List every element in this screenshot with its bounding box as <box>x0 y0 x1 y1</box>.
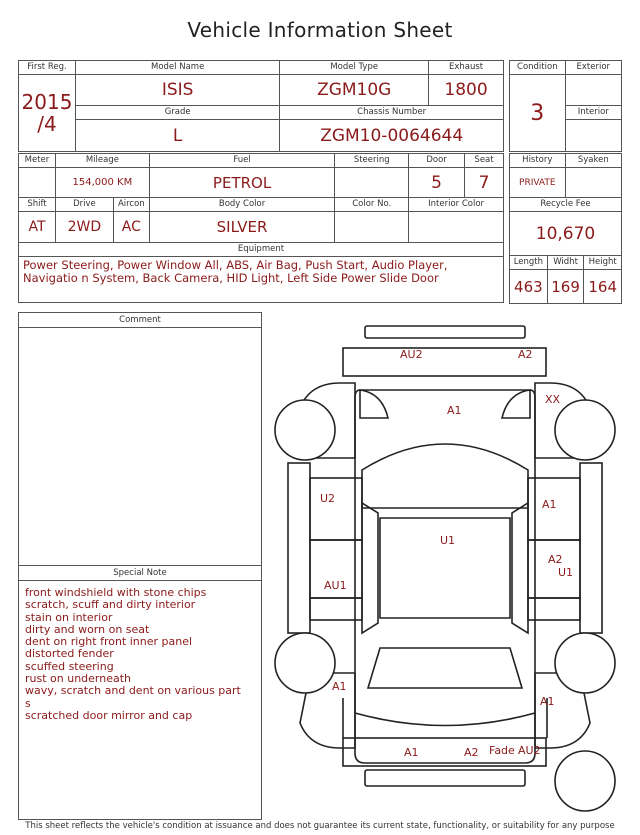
syaken-value <box>565 168 621 198</box>
width-label: Widht <box>547 256 584 270</box>
chassis-number-value: ZGM10-0064644 <box>280 120 504 152</box>
width-value: 169 <box>547 270 584 304</box>
drive-value: 2WD <box>55 212 113 242</box>
interior-label: Interior <box>565 106 621 120</box>
mark-right-rear-door-a2: A2 <box>548 553 563 566</box>
height-label: Height <box>584 256 622 270</box>
aircon-label: Aircon <box>113 198 149 212</box>
mark-front-bumper-left: AU2 <box>400 348 423 361</box>
mark-right-front-fender-corner: XX <box>545 393 561 406</box>
vehicle-basic-table <box>18 60 504 152</box>
left-windows <box>362 503 378 633</box>
mark-left-rear-fender: A1 <box>332 680 347 693</box>
first-reg-month: /4 <box>37 112 57 136</box>
condition-value: 3 <box>510 75 566 152</box>
shift-label: Shift <box>19 198 56 212</box>
special-note-label: Special Note <box>19 565 261 581</box>
front-bumper <box>343 348 546 376</box>
mark-right-rear-door-u1: U1 <box>558 566 574 579</box>
roof <box>380 518 510 618</box>
car-damage-diagram <box>270 318 630 818</box>
mark-left-rear-door: AU1 <box>324 579 347 592</box>
rear-left-wheel <box>275 633 335 693</box>
chassis-number-label: Chassis Number <box>280 106 504 120</box>
door-value: 5 <box>409 168 465 198</box>
model-type-value: ZGM10G <box>280 75 429 106</box>
shift-value: AT <box>19 212 56 242</box>
equipment-value: Power Steering, Power Window All, ABS, Air Bag, Push Start, Audio Player, Navigatio n System, Back Camera, HID Light, Left Side Power Slide Door <box>19 256 504 302</box>
rear-bumper-bottom <box>365 770 525 786</box>
meter-label: Meter <box>19 154 56 168</box>
car-body-outline <box>355 390 535 763</box>
equipment-label: Equipment <box>19 242 504 256</box>
history-value: PRIVATE <box>510 168 566 198</box>
left-sill <box>288 463 310 633</box>
rear-window <box>368 648 522 688</box>
height-value: 164 <box>584 270 622 304</box>
mark-rear-bumper-fade: Fade <box>489 744 515 757</box>
length-value: 463 <box>510 270 548 304</box>
history-table <box>509 153 622 304</box>
seat-value: 7 <box>465 168 504 198</box>
left-headlight <box>360 390 388 418</box>
exterior-value <box>565 75 621 106</box>
first-reg-label: First Reg. <box>19 61 76 75</box>
right-sill <box>580 463 602 633</box>
windshield <box>362 444 528 508</box>
mark-roof: U1 <box>440 534 456 547</box>
exhaust-value: 1800 <box>429 75 504 106</box>
condition-label: Condition <box>510 61 566 75</box>
interior-color-value <box>409 212 504 242</box>
meter-value <box>19 168 56 198</box>
mark-right-front-door: A1 <box>542 498 557 511</box>
grade-value: L <box>75 120 279 152</box>
mark-rear-bumper-a2: A2 <box>464 746 479 759</box>
mileage-label: Mileage <box>55 154 149 168</box>
length-label: Length <box>510 256 548 270</box>
fuel-value: PETROL <box>149 168 335 198</box>
first-reg-cell <box>19 75 76 152</box>
rear-panel-curve <box>355 713 535 726</box>
comment-panel <box>18 312 262 820</box>
condition-table <box>509 60 622 152</box>
interior-value <box>565 120 621 152</box>
interior-color-label: Interior Color <box>409 198 504 212</box>
model-name-label: Model Name <box>75 61 279 75</box>
front-left-wheel <box>275 400 335 460</box>
page-title: Vehicle Information Sheet <box>187 18 453 42</box>
comment-label: Comment <box>19 313 261 328</box>
mark-front-bumper-right: A2 <box>518 348 533 361</box>
right-headlight <box>502 390 530 418</box>
first-reg-year: 2015 <box>21 90 73 114</box>
mileage-value: 154,000 KM <box>55 168 149 198</box>
steering-value <box>335 168 409 198</box>
model-type-label: Model Type <box>280 61 429 75</box>
model-name-value: ISIS <box>75 75 279 106</box>
color-no-label: Color No. <box>335 198 409 212</box>
vehicle-detail-table <box>18 153 504 303</box>
exhaust-label: Exhaust <box>429 61 504 75</box>
mark-rear-bumper-a1: A1 <box>404 746 419 759</box>
mark-rear-bumper-au2: AU2 <box>518 744 541 757</box>
spare-wheel <box>555 751 615 811</box>
special-note-text: front windshield with stone chips scratch, scuff and dirty interior stain on interior dirty and worn on seat dent on right front inner panel distorted fender scuffed steering rust on underneath wavy, scratch and dent on various part s scratched door mirror and cap <box>25 586 241 722</box>
recycle-fee-label: Recycle Fee <box>510 198 622 212</box>
steering-label: Steering <box>335 154 409 168</box>
drive-label: Drive <box>55 198 113 212</box>
door-label: Door <box>409 154 465 168</box>
fuel-label: Fuel <box>149 154 335 168</box>
disclaimer-footer: This sheet reflects the vehicle's condition at issuance and does not guarantee its current state, functionality, or suitability for any purpose <box>25 821 615 831</box>
aircon-value: AC <box>113 212 149 242</box>
rear-right-wheel <box>555 633 615 693</box>
history-label: History <box>510 154 566 168</box>
grade-label: Grade <box>75 106 279 120</box>
exterior-label: Exterior <box>565 61 621 75</box>
right-windows <box>512 503 528 633</box>
syaken-label: Syaken <box>565 154 621 168</box>
body-color-label: Body Color <box>149 198 335 212</box>
seat-label: Seat <box>465 154 504 168</box>
body-color-value: SILVER <box>149 212 335 242</box>
recycle-fee-value: 10,670 <box>510 212 622 256</box>
front-bumper-top <box>365 326 525 338</box>
mark-right-rear-fender: A1 <box>540 695 555 708</box>
rear-bumper <box>343 738 546 766</box>
mark-left-front-door: U2 <box>320 492 336 505</box>
color-no-value <box>335 212 409 242</box>
mark-hood: A1 <box>447 404 462 417</box>
front-right-wheel <box>555 400 615 460</box>
